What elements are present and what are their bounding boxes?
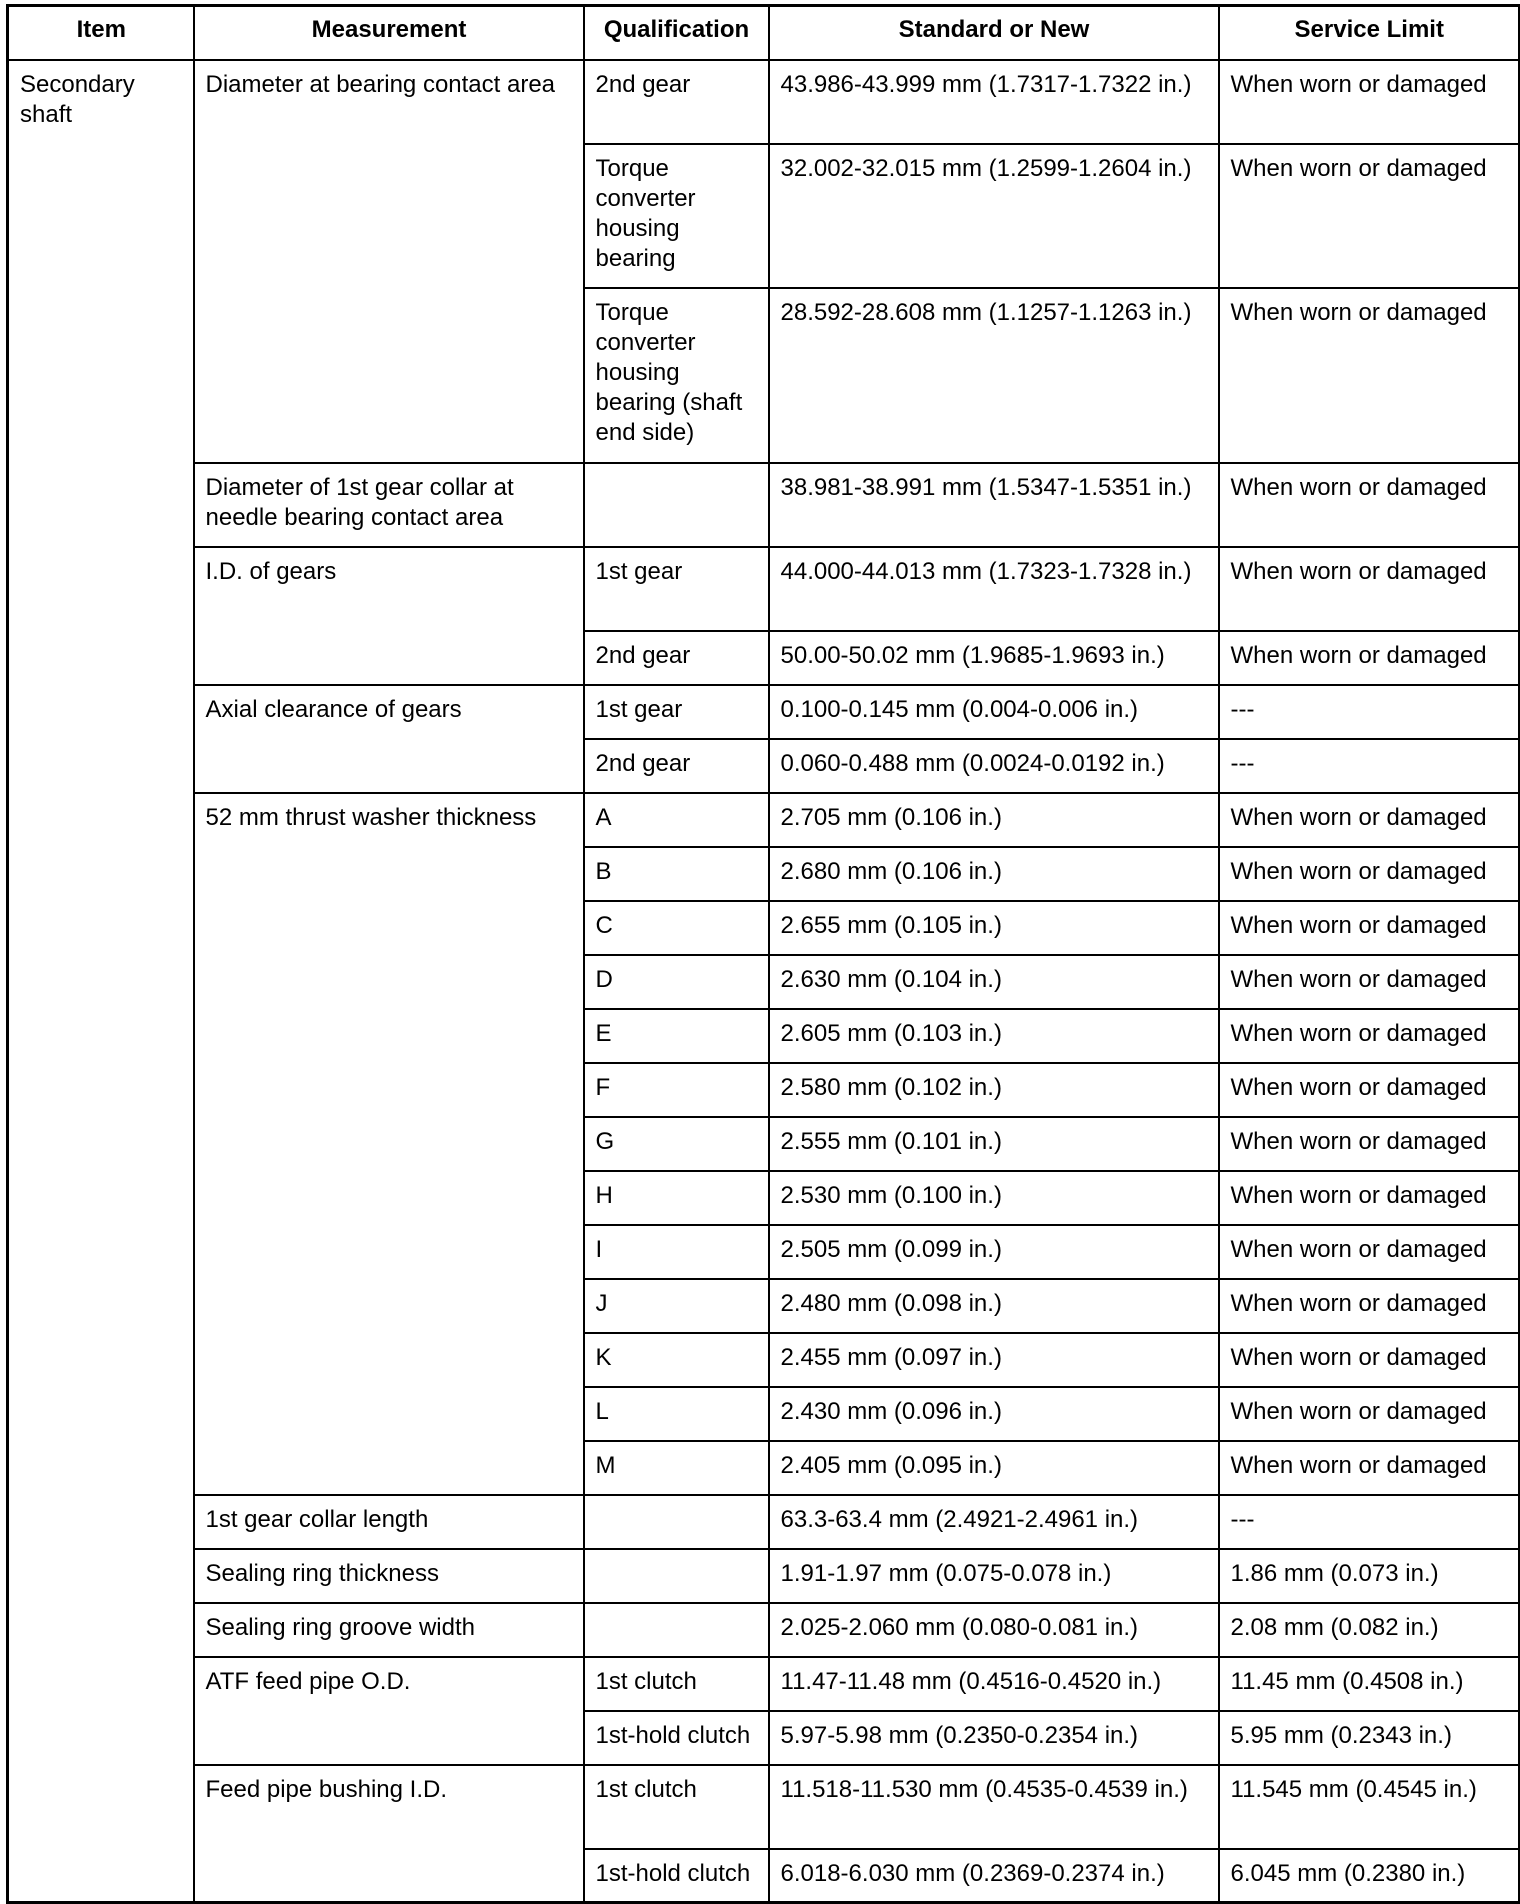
qualification-cell: J <box>584 1279 769 1333</box>
standard-cell: 38.981-38.991 mm (1.5347-1.5351 in.) <box>769 463 1219 547</box>
measurement-cell: Axial clearance of gears <box>194 685 584 793</box>
service-limit-cell: When worn or damaged <box>1219 1117 1520 1171</box>
qualification-cell <box>584 463 769 547</box>
qualification-cell: L <box>584 1387 769 1441</box>
table-row <box>8 60 1520 144</box>
measurement-cell: ATF feed pipe O.D. <box>194 1657 584 1765</box>
standard-cell: 0.100-0.145 mm (0.004-0.006 in.) <box>769 685 1219 739</box>
qualification-cell: Torque converter housing bearing (shaft end side) <box>584 288 769 463</box>
measurement-cell: I.D. of gears <box>194 547 584 685</box>
standard-cell: 11.47-11.48 mm (0.4516-0.4520 in.) <box>769 1657 1219 1711</box>
qualification-cell: 1st gear <box>584 547 769 631</box>
qualification-cell: E <box>584 1009 769 1063</box>
measurement-cell: 52 mm thrust washer thickness <box>194 793 584 1495</box>
qualification-cell: H <box>584 1171 769 1225</box>
qualification-cell: 1st clutch <box>584 1657 769 1711</box>
qualification-cell: C <box>584 901 769 955</box>
qualification-cell: 1st-hold clutch <box>584 1711 769 1765</box>
standard-cell: 2.405 mm (0.095 in.) <box>769 1441 1219 1495</box>
standard-cell: 0.060-0.488 mm (0.0024-0.0192 in.) <box>769 739 1219 793</box>
service-limit-cell: When worn or damaged <box>1219 901 1520 955</box>
service-limit-cell: 6.045 mm (0.2380 in.) <box>1219 1849 1520 1903</box>
service-limit-cell: When worn or damaged <box>1219 1171 1520 1225</box>
standard-cell: 1.91-1.97 mm (0.075-0.078 in.) <box>769 1549 1219 1603</box>
standard-cell: 2.455 mm (0.097 in.) <box>769 1333 1219 1387</box>
standard-cell: 2.580 mm (0.102 in.) <box>769 1063 1219 1117</box>
service-limit-cell: 2.08 mm (0.082 in.) <box>1219 1603 1520 1657</box>
service-limit-cell: When worn or damaged <box>1219 547 1520 631</box>
table-row <box>8 1603 1520 1657</box>
qualification-cell <box>584 1549 769 1603</box>
table-row <box>8 1657 1520 1711</box>
qualification-cell: I <box>584 1225 769 1279</box>
standard-cell: 50.00-50.02 mm (1.9685-1.9693 in.) <box>769 631 1219 685</box>
table-row <box>8 463 1520 547</box>
qualification-cell: F <box>584 1063 769 1117</box>
measurement-cell: Sealing ring thickness <box>194 1549 584 1603</box>
col-header-standard: Standard or New <box>769 6 1219 60</box>
standard-cell: 6.018-6.030 mm (0.2369-0.2374 in.) <box>769 1849 1219 1903</box>
standard-cell: 63.3-63.4 mm (2.4921-2.4961 in.) <box>769 1495 1219 1549</box>
spec-table <box>6 4 1520 1904</box>
item-cell: Secondary shaft <box>8 60 194 1903</box>
qualification-cell <box>584 1603 769 1657</box>
measurement-cell: Diameter of 1st gear collar at needle bearing contact area <box>194 463 584 547</box>
standard-cell: 2.605 mm (0.103 in.) <box>769 1009 1219 1063</box>
service-limit-cell: When worn or damaged <box>1219 1225 1520 1279</box>
service-limit-cell: When worn or damaged <box>1219 463 1520 547</box>
qualification-cell: A <box>584 793 769 847</box>
service-limit-cell: --- <box>1219 1495 1520 1549</box>
qualification-cell <box>584 1495 769 1549</box>
table-row <box>8 793 1520 847</box>
qualification-cell: M <box>584 1441 769 1495</box>
qualification-cell: 1st-hold clutch <box>584 1849 769 1903</box>
service-limit-cell: When worn or damaged <box>1219 1441 1520 1495</box>
standard-cell: 2.630 mm (0.104 in.) <box>769 955 1219 1009</box>
qualification-cell: G <box>584 1117 769 1171</box>
standard-cell: 32.002-32.015 mm (1.2599-1.2604 in.) <box>769 144 1219 288</box>
standard-cell: 2.680 mm (0.106 in.) <box>769 847 1219 901</box>
qualification-cell: 1st clutch <box>584 1765 769 1849</box>
service-limit-cell: --- <box>1219 685 1520 739</box>
service-limit-cell: 11.545 mm (0.4545 in.) <box>1219 1765 1520 1849</box>
service-limit-cell: When worn or damaged <box>1219 1333 1520 1387</box>
col-header-qualification: Qualification <box>584 6 769 60</box>
service-limit-cell: When worn or damaged <box>1219 288 1520 463</box>
service-limit-cell: When worn or damaged <box>1219 793 1520 847</box>
service-limit-cell: When worn or damaged <box>1219 1063 1520 1117</box>
standard-cell: 43.986-43.999 mm (1.7317-1.7322 in.) <box>769 60 1219 144</box>
table-row <box>8 1765 1520 1849</box>
service-limit-cell: 5.95 mm (0.2343 in.) <box>1219 1711 1520 1765</box>
qualification-cell: Torque converter housing bearing <box>584 144 769 288</box>
service-limit-cell: 1.86 mm (0.073 in.) <box>1219 1549 1520 1603</box>
table-row <box>8 1549 1520 1603</box>
standard-cell: 2.430 mm (0.096 in.) <box>769 1387 1219 1441</box>
header-row <box>8 6 1520 60</box>
measurement-cell: Feed pipe bushing I.D. <box>194 1765 584 1903</box>
measurement-cell: Diameter at bearing contact area <box>194 60 584 463</box>
standard-cell: 2.530 mm (0.100 in.) <box>769 1171 1219 1225</box>
service-limit-cell: When worn or damaged <box>1219 144 1520 288</box>
table-row <box>8 685 1520 739</box>
qualification-cell: 2nd gear <box>584 739 769 793</box>
service-limit-cell: When worn or damaged <box>1219 955 1520 1009</box>
standard-cell: 2.025-2.060 mm (0.080-0.081 in.) <box>769 1603 1219 1657</box>
standard-cell: 44.000-44.013 mm (1.7323-1.7328 in.) <box>769 547 1219 631</box>
col-header-service-limit: Service Limit <box>1219 6 1520 60</box>
measurement-cell: 1st gear collar length <box>194 1495 584 1549</box>
service-limit-cell: --- <box>1219 739 1520 793</box>
qualification-cell: 2nd gear <box>584 631 769 685</box>
qualification-cell: D <box>584 955 769 1009</box>
service-limit-cell: When worn or damaged <box>1219 1387 1520 1441</box>
qualification-cell: 2nd gear <box>584 60 769 144</box>
service-limit-cell: When worn or damaged <box>1219 847 1520 901</box>
service-limit-cell: When worn or damaged <box>1219 60 1520 144</box>
col-header-item: Item <box>8 6 194 60</box>
service-limit-cell: 11.45 mm (0.4508 in.) <box>1219 1657 1520 1711</box>
col-header-measurement: Measurement <box>194 6 584 60</box>
standard-cell: 28.592-28.608 mm (1.1257-1.1263 in.) <box>769 288 1219 463</box>
standard-cell: 2.480 mm (0.098 in.) <box>769 1279 1219 1333</box>
qualification-cell: B <box>584 847 769 901</box>
table-row <box>8 1495 1520 1549</box>
standard-cell: 2.505 mm (0.099 in.) <box>769 1225 1219 1279</box>
standard-cell: 5.97-5.98 mm (0.2350-0.2354 in.) <box>769 1711 1219 1765</box>
measurement-cell: Sealing ring groove width <box>194 1603 584 1657</box>
service-limit-cell: When worn or damaged <box>1219 1279 1520 1333</box>
standard-cell: 2.555 mm (0.101 in.) <box>769 1117 1219 1171</box>
table-row <box>8 547 1520 631</box>
service-limit-cell: When worn or damaged <box>1219 1009 1520 1063</box>
service-limit-cell: When worn or damaged <box>1219 631 1520 685</box>
standard-cell: 2.705 mm (0.106 in.) <box>769 793 1219 847</box>
qualification-cell: 1st gear <box>584 685 769 739</box>
qualification-cell: K <box>584 1333 769 1387</box>
standard-cell: 11.518-11.530 mm (0.4535-0.4539 in.) <box>769 1765 1219 1849</box>
standard-cell: 2.655 mm (0.105 in.) <box>769 901 1219 955</box>
